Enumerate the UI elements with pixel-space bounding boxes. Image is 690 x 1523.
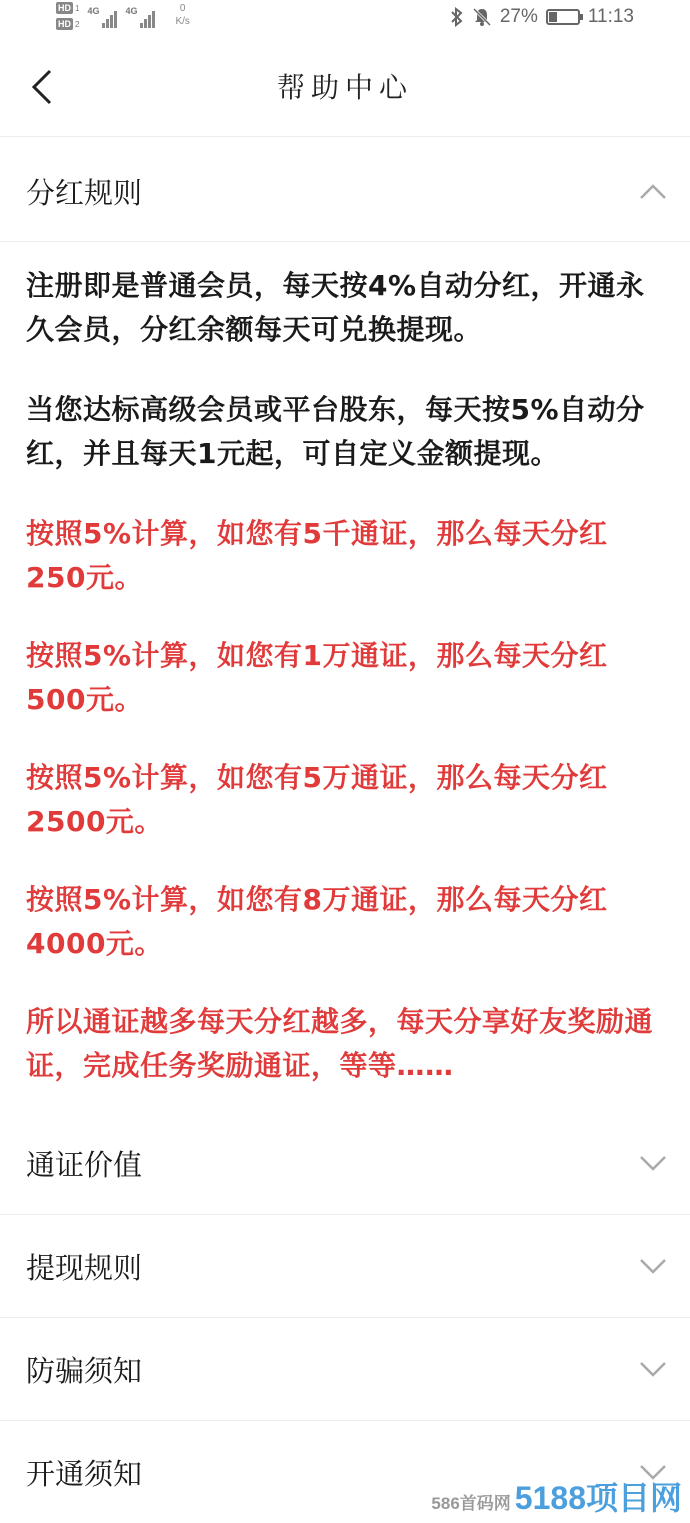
section-header-anti-fraud[interactable] [0, 1318, 690, 1420]
watermark-text: 586首码网 [431, 1494, 511, 1513]
chevron-up-icon [638, 176, 668, 206]
chevron-down-icon [638, 1251, 668, 1281]
status-bar [0, 0, 690, 40]
dividend-rules-content [26, 264, 666, 1124]
section-label: 开通须知 [26, 1456, 143, 1491]
rule-paragraph: 注册即是普通会员，每天按4%自动分红，开通永久会员，分红余额每天可兑换提现。 [26, 269, 645, 346]
battery-icon [546, 9, 580, 25]
section-header-withdraw-rules[interactable] [0, 1215, 690, 1317]
clock: 11:13 [587, 6, 634, 27]
section-label: 通证价值 [26, 1147, 143, 1182]
network-speed: 0 K/s [175, 3, 190, 27]
watermark [431, 1482, 682, 1514]
page-title: 帮助中心 [276, 71, 413, 104]
nav-bar [0, 42, 690, 137]
section-header-dividend-rules[interactable] [0, 140, 690, 242]
example-paragraph: 按照5%计算，如您有1万通证，那么每天分红500元。 [26, 639, 608, 716]
section-label: 防骗须知 [26, 1353, 143, 1388]
summary-paragraph: 所以通证越多每天分红越多，每天分享好友奖励通证，完成任务奖励通证，等等…… [26, 1005, 654, 1082]
chevron-down-icon [638, 1354, 668, 1384]
example-paragraph: 按照5%计算，如您有5千通证，那么每天分红250元。 [26, 517, 608, 594]
rule-paragraph: 当您达标高级会员或平台股东，每天按5%自动分红，并且每天1元起，可自定义金额提现。 [26, 393, 645, 470]
watermark-logo: 5188项目网 [514, 1480, 682, 1516]
divider [0, 241, 690, 242]
section-label: 分红规则 [26, 175, 143, 210]
example-paragraph: 按照5%计算，如您有5万通证，那么每天分红2500元。 [26, 761, 608, 838]
hd1-indicator: HD 1 [58, 3, 80, 13]
hd2-indicator: HD 2 [58, 19, 80, 29]
bluetooth-icon [450, 7, 464, 27]
example-paragraph: 按照5%计算，如您有8万通证，那么每天分红4000元。 [26, 883, 608, 960]
section-header-voucher-value[interactable] [0, 1112, 690, 1214]
mute-bell-icon [472, 7, 492, 27]
battery-percent: 27% [499, 6, 538, 27]
section-label: 提现规则 [26, 1250, 143, 1285]
signal-icon-1: 4G [87, 6, 117, 28]
signal-icon-2: 4G [125, 6, 155, 28]
chevron-down-icon [638, 1148, 668, 1178]
